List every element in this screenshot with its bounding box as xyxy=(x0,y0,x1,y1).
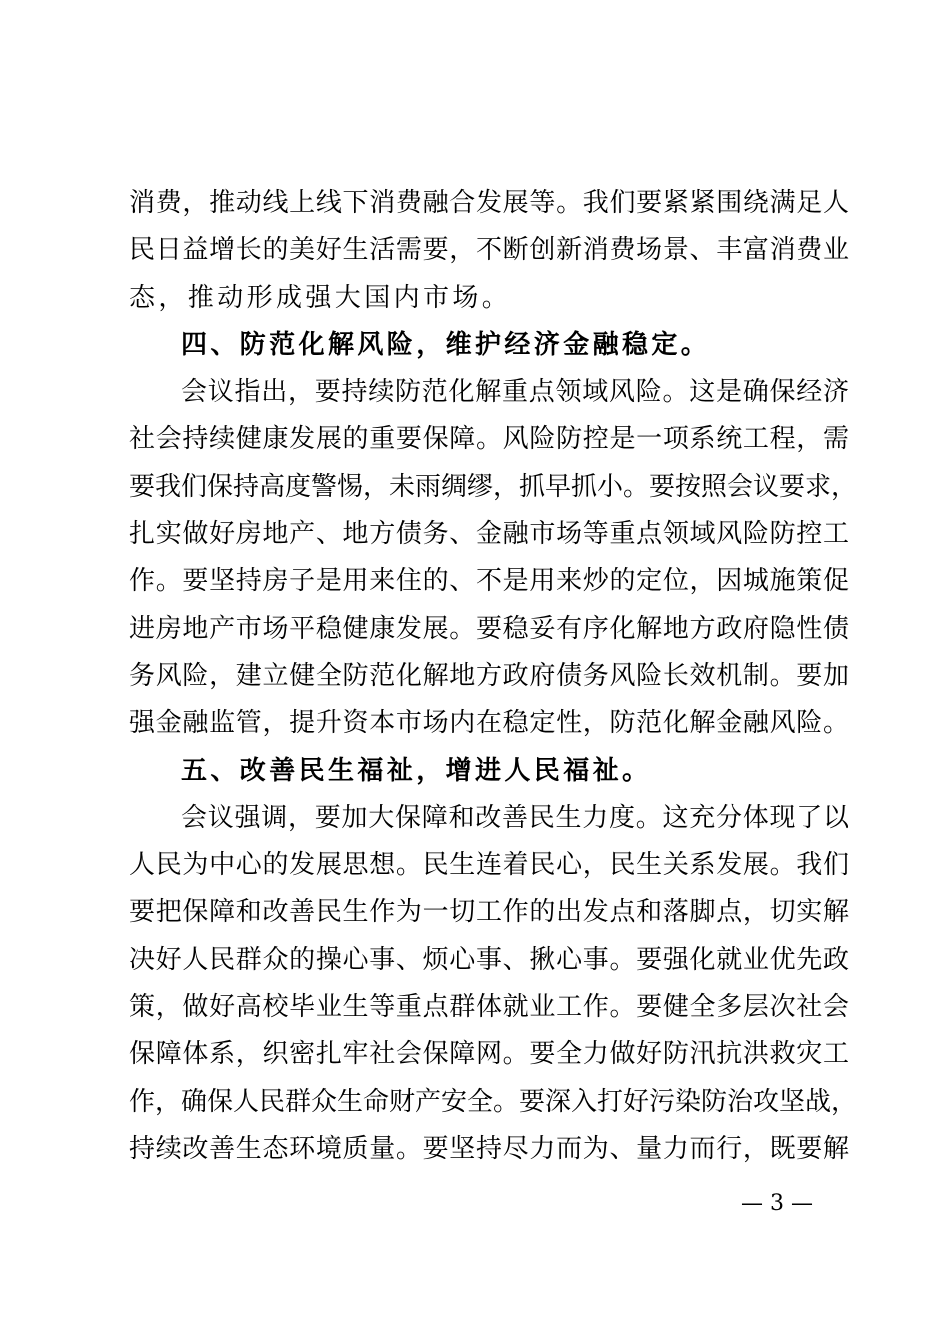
body-line: 保障体系，织密扎牢社会保障网。要全力做好防汛抗洪救灾工 xyxy=(129,1039,849,1070)
paragraph-first-line: 会议指出，要持续防范化解重点领域风险。这是确保经济 xyxy=(181,377,849,408)
body-line: 进房地产市场平稳健康发展。要稳妥有序化解地方政府隐性债 xyxy=(129,613,849,644)
document-body xyxy=(129,180,858,1173)
body-line: 策，做好高校毕业生等重点群体就业工作。要健全多层次社会 xyxy=(129,992,849,1023)
body-line: 要我们保持高度警惕，未雨绸缪，抓早抓小。要按照会议要求， xyxy=(129,471,858,502)
body-line: 扎实做好房地产、地方债务、金融市场等重点领域风险防控工 xyxy=(129,519,849,550)
body-line: 决好人民群众的操心事、烦心事、揪心事。要强化就业优先政 xyxy=(129,944,849,975)
body-line: 作。要坚持房子是用来住的、不是用来炒的定位，因城施策促 xyxy=(129,566,849,597)
page-number: — 3 — xyxy=(741,1191,813,1216)
body-line: 人民为中心的发展思想。民生连着民心，民生关系发展。我们 xyxy=(129,850,849,881)
body-line: 态，推动形成强大国内市场。 xyxy=(129,282,512,313)
section-heading-five: 五、改善民生福祉，增进人民福祉。 xyxy=(181,755,652,786)
body-line: 作，确保人民群众生命财产安全。要深入打好污染防治攻坚战， xyxy=(129,1086,858,1117)
body-line: 持续改善生态环境质量。要坚持尽力而为、量力而行，既要解 xyxy=(129,1133,849,1164)
body-line: 强金融监管，提升资本市场内在稳定性，防范化解金融风险。 xyxy=(129,708,849,739)
body-line: 民日益增长的美好生活需要，不断创新消费场景、丰富消费业 xyxy=(129,235,849,266)
paragraph-first-line: 会议强调，要加大保障和改善民生力度。这充分体现了以 xyxy=(181,802,849,833)
body-line: 社会持续健康发展的重要保障。风险防控是一项系统工程，需 xyxy=(129,424,849,455)
body-line: 务风险，建立健全防范化解地方政府债务风险长效机制。要加 xyxy=(129,660,849,691)
body-line: 消费，推动线上线下消费融合发展等。我们要紧紧围绕满足人 xyxy=(129,188,849,218)
body-line: 要把保障和改善民生作为一切工作的出发点和落脚点，切实解 xyxy=(129,897,849,928)
section-heading-four: 四、防范化解风险，维护经济金融稳定。 xyxy=(181,329,711,360)
